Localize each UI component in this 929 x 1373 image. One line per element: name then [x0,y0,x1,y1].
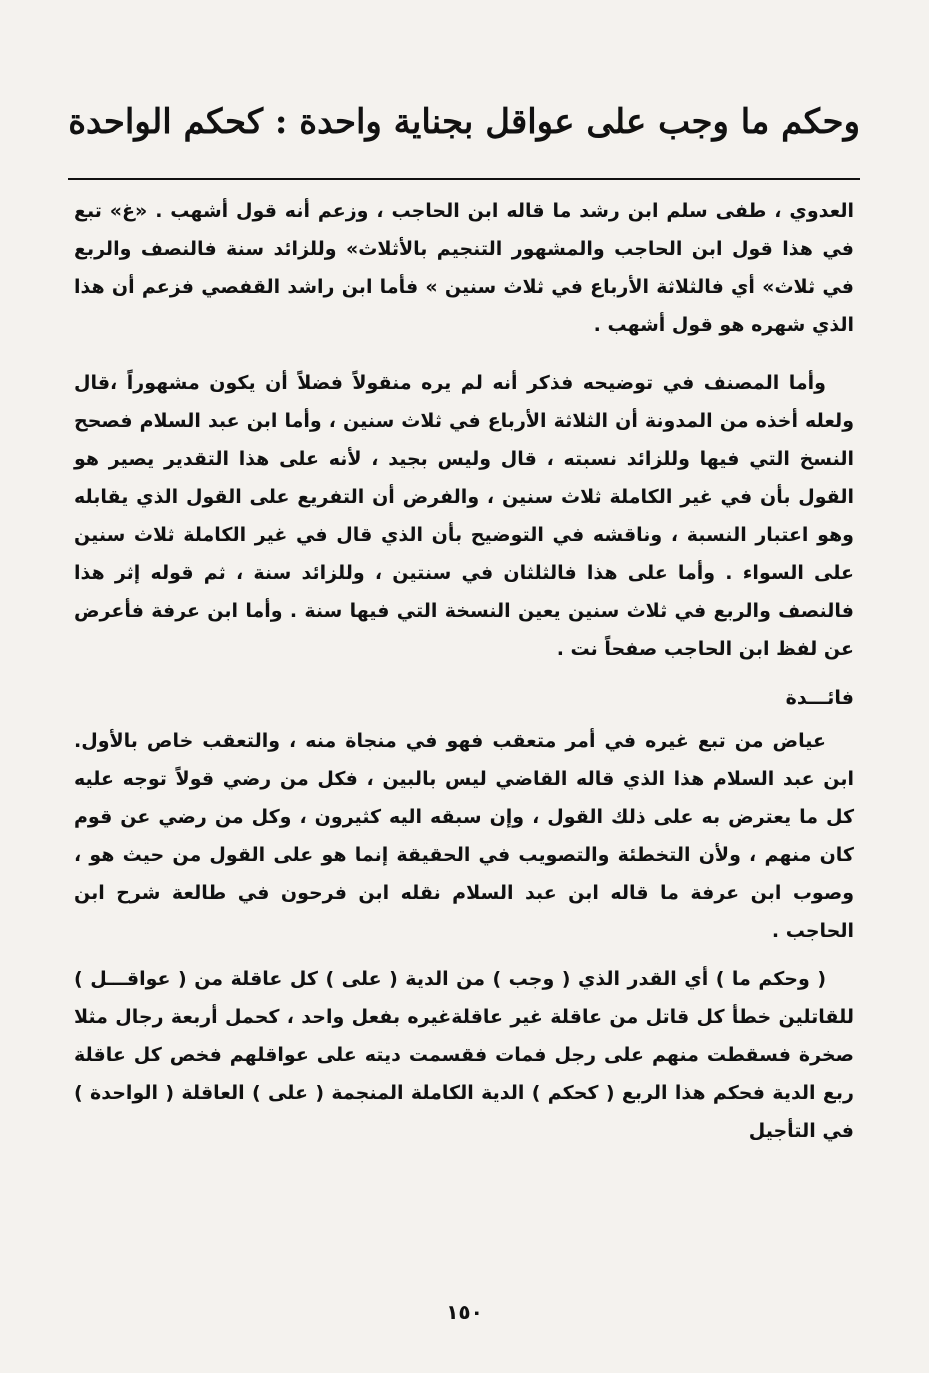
section-heading: فائـــدة [785,687,854,709]
page-number: ١٥٠ [446,1300,483,1324]
running-header [70,92,860,172]
paragraph-2: وأما المصنف في توضيحه فذكر أنه لم يره منقولاً فضلاً أن يكون مشهوراً ،قال ولعله أخذه من المدونة أن الثلاثة الأرباع في ثلاث سنين ، وأما ابن عبد السلام فصحح النسخ التي فيها وللزائد نسبته ، قال وليس بجيد ، لأنه على هذا التقدير يصير هو القول بأن في غير الكاملة ثلاث سنين ، والفرض أن التفريع على القول الذي يقابله وهو اعتبار النسبة ، وناقشه في التوضيح بأن الذي قال في غير الكاملة ثلاث سنين على السواء . وأما على هذا فالثلثان في سنتين ، وللزائد سنة ، ثم قوله إثر هذا فالنصف والربع في ثلاث سنين يعين النسخة التي فيها سنة . وأما ابن عرفة فأعرض عن لفظ ابن الحاجب صفحاً نت . [74,372,854,660]
body-text [74,192,854,1150]
header-title: وحكم ما وجب على عواقل بجناية واحدة : كحكم الواحدة [68,102,860,142]
paragraph-1: العدوي ، طفى سلم ابن رشد ما قاله ابن الحاجب ، وزعم أنه قول أشهب . «غ» تبع في هذا قول ابن الحاجب والمشهور التنجيم بالأثلاث» وللزائد سنة فالنصف والربع في ثلاث» أي فالثلاثة الأرباع في ثلاث سنين » فأما ابن راشد القفصي فزعم أن هذا الذي شهره هو قول أشهب . [74,200,854,336]
paragraph-4: ( وحكم ما ) أي القدر الذي ( وجب ) من الدية ( على ) كل عاقلة من ( عواقـــل ) للقاتلين خطأ كل قاتل من عاقلة غير عاقلةغيره بفعل واحد ، كحمل أربعة رجال مثلا صخرة فسقطت منهم على رجل فمات فقسمت ديته على عواقلهم فخص كل عاقلة ربع الدية فحكم هذا الربع ( كحكم ) الدية الكاملة المنجمة ( على ) العاقلة ( الواحدة ) في التأجيل [74,968,854,1142]
header-rule [68,178,860,180]
paragraph-3: عياض من تبع غيره في أمر متعقب فهو في منجاة منه ، والتعقب خاص بالأول. ابن عبد السلام هذا الذي قاله القاضي ليس بالبين ، فكل من رضي قولاً توجه عليه كل ما يعترض به على ذلك القول ، وإن سبقه اليه كثيرون ، وكل من رضي عن قوم كان منهم ، ولأن التخطئة والتصويب في الحقيقة إنما هو على القول من حيث هو ، وصوب ابن عرفة ما قاله ابن عبد السلام نقله ابن فرحون في طالعة شرح ابن الحاجب . [74,730,854,942]
